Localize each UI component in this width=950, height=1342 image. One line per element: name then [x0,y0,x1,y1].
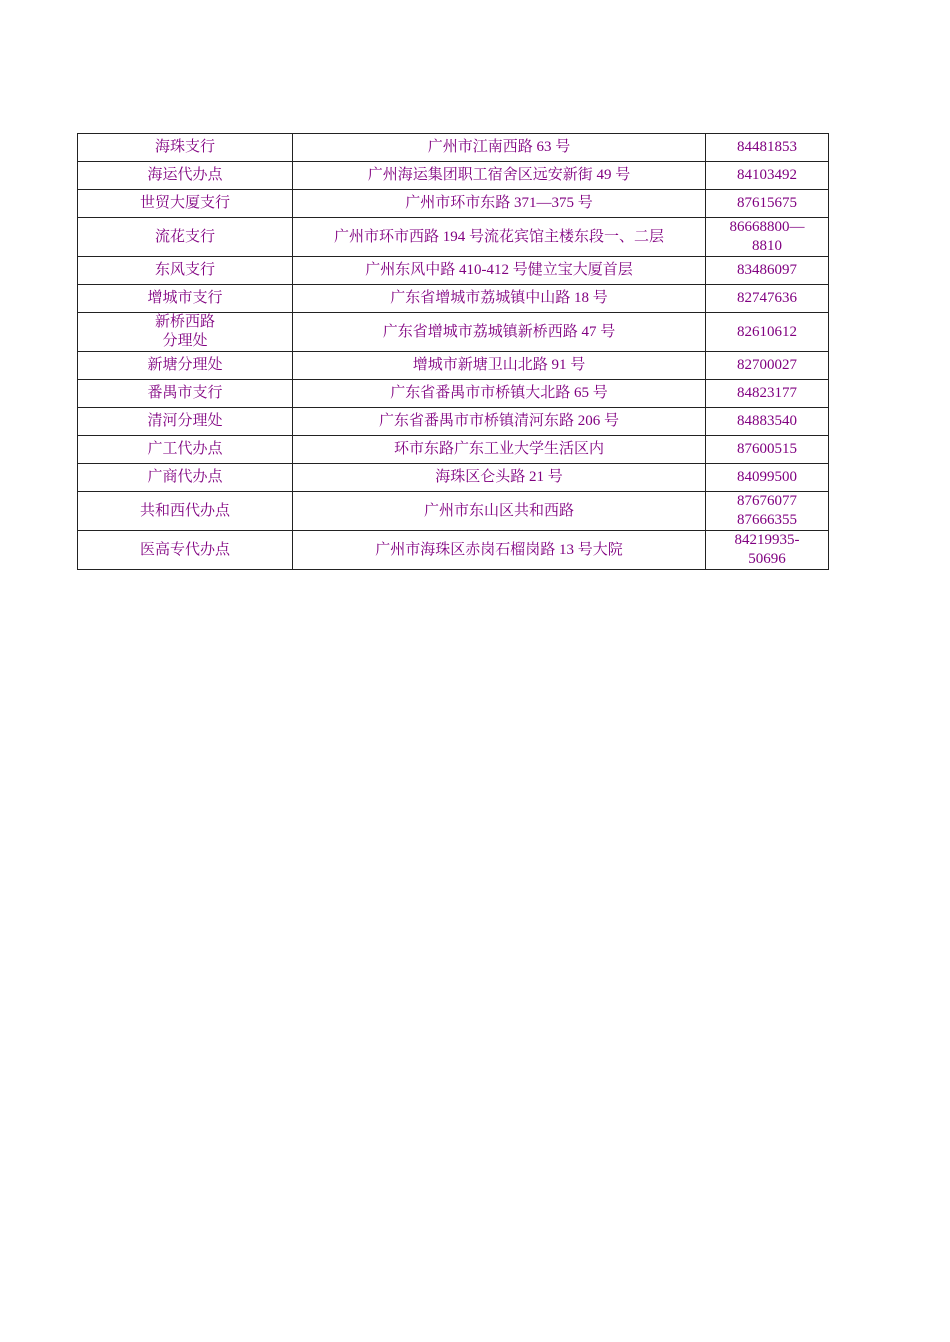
branch-address-cell: 增城市新塘卫山北路 91 号 [293,352,706,380]
table-row [78,436,829,464]
branch-address-cell: 广东省增城市荔城镇新桥西路 47 号 [293,313,706,352]
branch-name-cell: 流花支行 [78,218,293,257]
branch-name-cell: 番禺市支行 [78,380,293,408]
branch-phone-cell: 82610612 [706,313,829,352]
table-row [78,218,829,257]
branch-address-cell: 广州市东山区共和西路 [293,492,706,531]
branch-phone-cell: 84883540 [706,408,829,436]
branch-phone-cell: 84481853 [706,134,829,162]
branch-phone-cell: 86668800— 8810 [706,218,829,257]
branch-phone-cell: 84823177 [706,380,829,408]
branch-address-cell: 广东省番禺市市桥镇清河东路 206 号 [293,408,706,436]
branch-name-cell: 新塘分理处 [78,352,293,380]
branch-address-cell: 广东省番禺市市桥镇大北路 65 号 [293,380,706,408]
branch-name-cell: 新桥西路 分理处 [78,313,293,352]
branch-address-cell: 广州市江南西路 63 号 [293,134,706,162]
branch-name-cell: 东风支行 [78,257,293,285]
table-row [78,134,829,162]
branch-name-cell: 海运代办点 [78,162,293,190]
branch-phone-cell: 87600515 [706,436,829,464]
table-row [78,352,829,380]
branch-phone-cell: 84103492 [706,162,829,190]
table-row [78,464,829,492]
branch-name-cell: 广商代办点 [78,464,293,492]
branch-name-cell: 增城市支行 [78,285,293,313]
table-row [78,190,829,218]
table-row [78,162,829,190]
branch-name-cell: 医高专代办点 [78,531,293,570]
branch-name-cell: 广工代办点 [78,436,293,464]
table-row [78,313,829,352]
branch-name-cell: 海珠支行 [78,134,293,162]
branch-address-cell: 海珠区仑头路 21 号 [293,464,706,492]
table-row [78,531,829,570]
branch-address-cell: 广东省增城市荔城镇中山路 18 号 [293,285,706,313]
branch-phone-cell: 82747636 [706,285,829,313]
branch-address-cell: 广州市海珠区赤岗石榴岗路 13 号大院 [293,531,706,570]
branch-directory-table [77,133,829,570]
branch-table-body [78,134,829,570]
table-row [78,492,829,531]
branch-phone-cell: 84099500 [706,464,829,492]
branch-address-cell: 广州东风中路 410-412 号健立宝大厦首层 [293,257,706,285]
branch-address-cell: 广州市环市东路 371—375 号 [293,190,706,218]
table-row [78,408,829,436]
branch-phone-cell: 83486097 [706,257,829,285]
table-row [78,285,829,313]
branch-address-cell: 广州市环市西路 194 号流花宾馆主楼东段一、二层 [293,218,706,257]
branch-address-cell: 环市东路广东工业大学生活区内 [293,436,706,464]
branch-name-cell: 共和西代办点 [78,492,293,531]
branch-phone-cell: 84219935- 50696 [706,531,829,570]
branch-name-cell: 世贸大厦支行 [78,190,293,218]
branch-phone-cell: 82700027 [706,352,829,380]
branch-phone-cell: 87676077 87666355 [706,492,829,531]
branch-address-cell: 广州海运集团职工宿舍区远安新街 49 号 [293,162,706,190]
table-row [78,257,829,285]
table-row [78,380,829,408]
branch-name-cell: 清河分理处 [78,408,293,436]
branch-phone-cell: 87615675 [706,190,829,218]
